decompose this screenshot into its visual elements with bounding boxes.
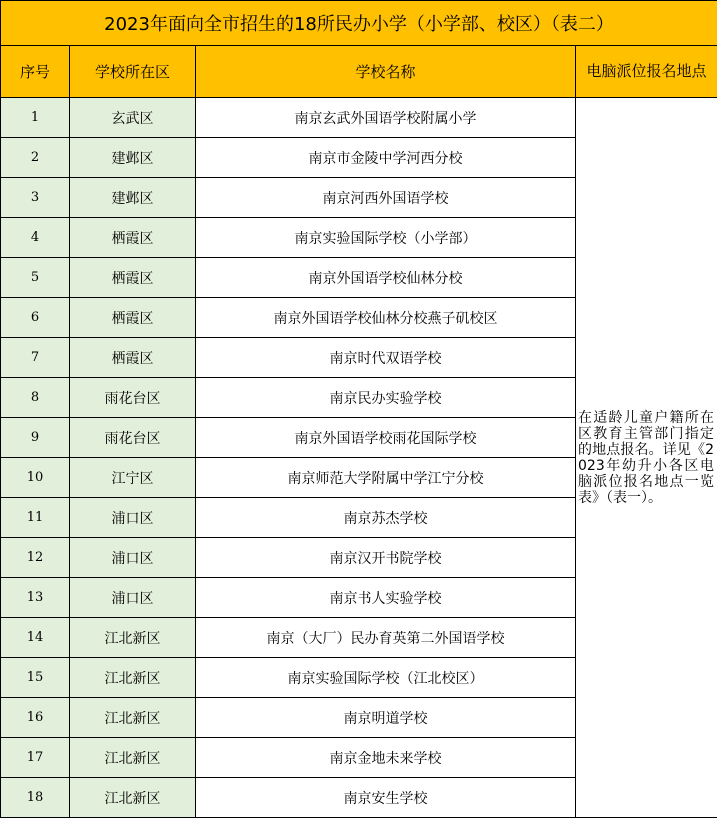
row-number: 10 bbox=[1, 458, 70, 498]
row-district: 江北新区 bbox=[70, 618, 196, 658]
row-number: 3 bbox=[1, 178, 70, 218]
table-title: 2023年面向全市招生的18所民办小学（小学部、校区）（表二） bbox=[1, 1, 717, 46]
row-number: 13 bbox=[1, 578, 70, 618]
row-district: 江北新区 bbox=[70, 738, 196, 778]
registration-location-note: 在适龄儿童户籍所在区教育主管部门指定的地点报名。详见《2023年幼升小各区电脑派位报名地点一览表》（表一）。 bbox=[576, 98, 717, 818]
row-district: 栖霞区 bbox=[70, 258, 196, 298]
row-school-name: 南京金地未来学校 bbox=[196, 738, 576, 778]
row-number: 9 bbox=[1, 418, 70, 458]
row-school-name: 南京实验国际学校（小学部） bbox=[196, 218, 576, 258]
row-district: 建邺区 bbox=[70, 178, 196, 218]
row-school-name: 南京汉开书院学校 bbox=[196, 538, 576, 578]
row-number: 15 bbox=[1, 658, 70, 698]
row-district: 雨花台区 bbox=[70, 418, 196, 458]
row-district: 浦口区 bbox=[70, 578, 196, 618]
row-number: 1 bbox=[1, 98, 70, 138]
row-district: 江北新区 bbox=[70, 698, 196, 738]
row-district: 江宁区 bbox=[70, 458, 196, 498]
header-district: 学校所在区 bbox=[70, 46, 196, 98]
header-row bbox=[1, 46, 717, 98]
table-row bbox=[1, 98, 717, 138]
row-school-name: 南京外国语学校仙林分校 bbox=[196, 258, 576, 298]
row-school-name: 南京外国语学校仙林分校燕子矶校区 bbox=[196, 298, 576, 338]
table-body bbox=[1, 98, 717, 818]
row-district: 玄武区 bbox=[70, 98, 196, 138]
row-number: 17 bbox=[1, 738, 70, 778]
row-school-name: 南京书人实验学校 bbox=[196, 578, 576, 618]
row-district: 浦口区 bbox=[70, 498, 196, 538]
row-number: 14 bbox=[1, 618, 70, 658]
row-number: 8 bbox=[1, 378, 70, 418]
row-number: 7 bbox=[1, 338, 70, 378]
header-no: 序号 bbox=[1, 46, 70, 98]
row-number: 2 bbox=[1, 138, 70, 178]
row-school-name: 南京苏杰学校 bbox=[196, 498, 576, 538]
row-district: 栖霞区 bbox=[70, 298, 196, 338]
row-school-name: 南京明道学校 bbox=[196, 698, 576, 738]
row-school-name: 南京市金陵中学河西分校 bbox=[196, 138, 576, 178]
row-district: 栖霞区 bbox=[70, 218, 196, 258]
row-school-name: 南京外国语学校雨花国际学校 bbox=[196, 418, 576, 458]
header-location: 电脑派位报名地点 bbox=[576, 46, 717, 98]
row-number: 11 bbox=[1, 498, 70, 538]
row-school-name: 南京实验国际学校（江北校区） bbox=[196, 658, 576, 698]
header-school: 学校名称 bbox=[196, 46, 576, 98]
row-school-name: 南京河西外国语学校 bbox=[196, 178, 576, 218]
row-number: 4 bbox=[1, 218, 70, 258]
row-district: 江北新区 bbox=[70, 778, 196, 818]
row-school-name: 南京安生学校 bbox=[196, 778, 576, 818]
row-number: 16 bbox=[1, 698, 70, 738]
row-district: 雨花台区 bbox=[70, 378, 196, 418]
row-school-name: 南京师范大学附属中学江宁分校 bbox=[196, 458, 576, 498]
row-school-name: 南京玄武外国语学校附属小学 bbox=[196, 98, 576, 138]
row-district: 栖霞区 bbox=[70, 338, 196, 378]
row-school-name: 南京民办实验学校 bbox=[196, 378, 576, 418]
row-district: 江北新区 bbox=[70, 658, 196, 698]
row-district: 浦口区 bbox=[70, 538, 196, 578]
row-number: 5 bbox=[1, 258, 70, 298]
row-number: 12 bbox=[1, 538, 70, 578]
row-number: 6 bbox=[1, 298, 70, 338]
row-school-name: 南京（大厂）民办育英第二外国语学校 bbox=[196, 618, 576, 658]
row-district: 建邺区 bbox=[70, 138, 196, 178]
row-number: 18 bbox=[1, 778, 70, 818]
row-school-name: 南京时代双语学校 bbox=[196, 338, 576, 378]
